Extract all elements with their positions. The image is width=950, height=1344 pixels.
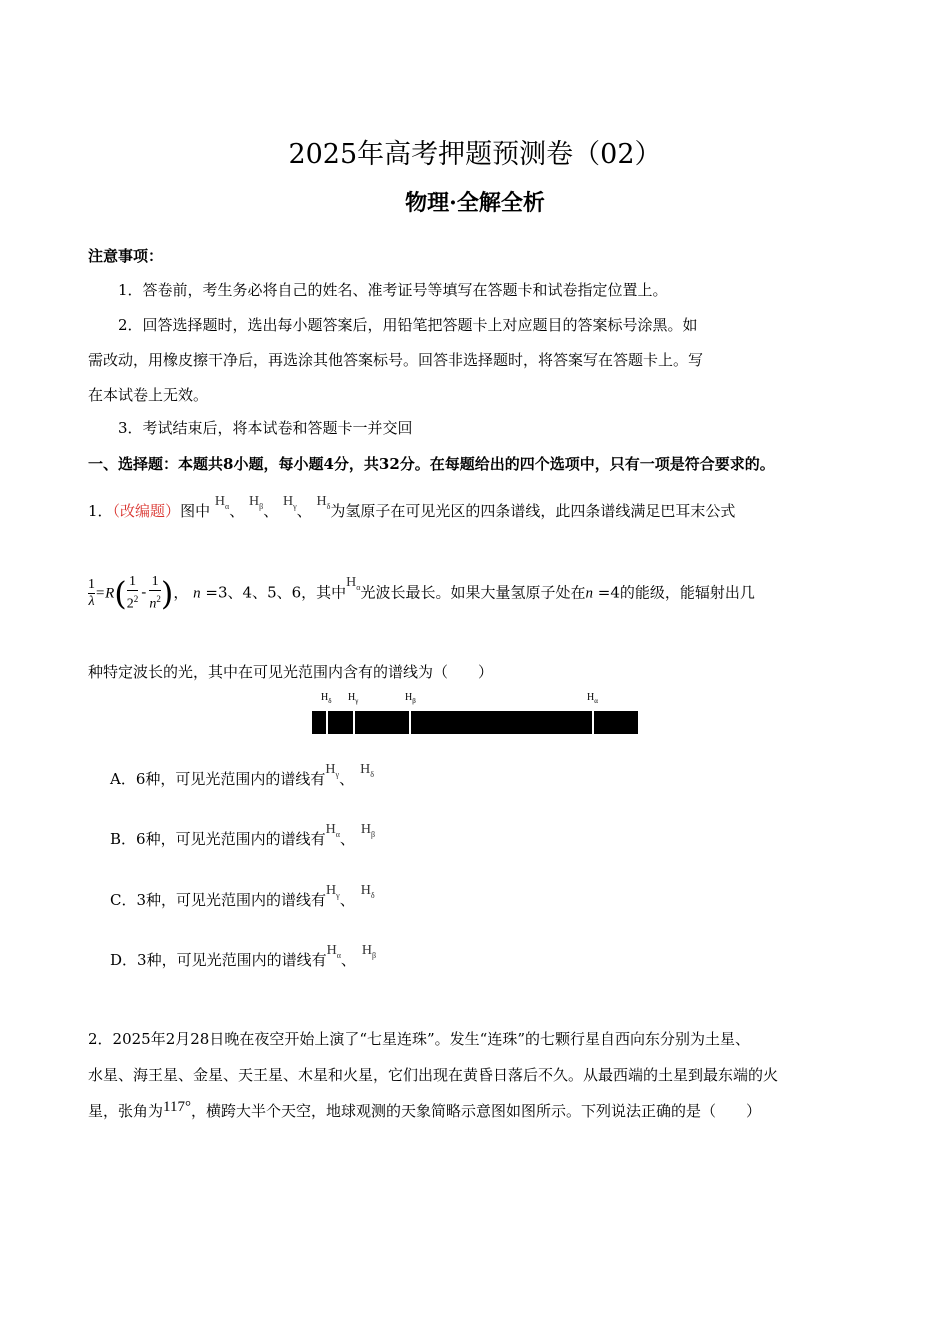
option-c-h1: $H_\gamma$ xyxy=(326,883,340,900)
q1-text-f: =4的能级，能辐射出几 xyxy=(593,583,755,602)
h-alpha-symbol: $H_\alpha$ xyxy=(214,494,230,511)
formula-frac2: $\frac{1}{n^2}$ xyxy=(149,574,161,612)
angle-value: 117° xyxy=(163,1099,191,1115)
q1-text-e: 光波长最长。如果大量氢原子处在 xyxy=(360,583,586,602)
q1-text-b: 为氢原子在可见光区的四条谱线，此四条谱线满足巴耳末公式 xyxy=(330,502,736,520)
q2-line2: 水星、海王星、金星、天王星、木星和火星，它们出现在黄昏日落后不久。从最西端的土星到最东端的火 xyxy=(88,1066,779,1084)
q1-line3: 种特定波长的光，其中在可见光范围内含有的谱线为（ ） xyxy=(88,663,494,681)
q2-line1: 2．2025年2月28日晚在夜空开始上演了“七星连珠”。发生“连珠”的七颗行星自西向东分别为土星、 xyxy=(88,1030,751,1048)
formula-lhs: $\frac{1}{\lambda}$ xyxy=(88,576,95,609)
spectrum-label-alpha: $H_\alpha$ xyxy=(587,692,598,705)
option-d-h2: $H_\beta$ xyxy=(361,943,377,960)
q1-line1 xyxy=(88,494,736,527)
h-alpha-symbol: $H_\alpha$ xyxy=(346,575,361,593)
spectrum-label-gamma: $H_\gamma$ xyxy=(348,692,359,705)
page-subtitle: 物理·全解全析 xyxy=(405,190,545,216)
spectrum-label-delta: $H_\delta$ xyxy=(321,692,332,705)
spectrum-line-beta xyxy=(409,711,411,734)
separator: 、 xyxy=(296,502,312,520)
h-beta-symbol: $H_\beta$ xyxy=(248,494,264,511)
q1-text-d: =3、4、5、6，其中 xyxy=(200,583,347,602)
option-a-h1: $H_\gamma$ xyxy=(325,762,340,779)
q2-line3: 星，张角为117°，横跨大半个天空，地球观测的天象简略示意图如图所示。下列说法正确的是（ ） xyxy=(88,1099,761,1120)
notice-heading: 注意事项： xyxy=(88,247,164,265)
option-b[interactable]: B．6种，可见光范围内的谱线有$H_\alpha$、$H_\beta$ xyxy=(110,822,376,848)
n-variable: n xyxy=(585,585,593,602)
spectrum-line-gamma xyxy=(353,711,355,734)
option-a-h2: $H_\delta$ xyxy=(360,762,374,779)
formula-eq: =R xyxy=(95,585,115,602)
notice-item-2-line3: 在本试卷上无效。 xyxy=(88,386,209,404)
notice-item-2-line2: 需改动，用橡皮擦干净后，再选涂其他答案标号。回答非选择题时，将答案写在答题卡上。写 xyxy=(88,351,704,369)
hydrogen-spectrum xyxy=(312,711,638,734)
option-b-h2: $H_\beta$ xyxy=(360,822,376,839)
h-delta-symbol: $H_\delta$ xyxy=(316,494,331,511)
formula-minus: - xyxy=(141,583,147,602)
spectrum-label-beta: $H_\beta$ xyxy=(405,692,416,705)
option-d-h1: $H_\alpha$ xyxy=(326,943,341,960)
formula-frac1: $\frac{1}{2^2}$ xyxy=(126,574,139,612)
option-d[interactable]: D．3种，可见光范围内的谱线有$H_\alpha$、$H_\beta$ xyxy=(110,943,377,969)
formula-paren-left: ( xyxy=(114,574,127,613)
spectrum-line-delta xyxy=(326,711,328,734)
option-c-h2: $H_\delta$ xyxy=(360,883,375,900)
notice-item-3: 3．考试结束后，将本试卷和答题卡一并交回 xyxy=(118,419,413,437)
q1-number: 1． xyxy=(88,502,113,520)
notice-item-1: 1．答卷前，考生务必将自己的姓名、准考证号等填写在答题卡和试卷指定位置上。 xyxy=(118,281,668,299)
q1-line2 xyxy=(88,574,755,613)
separator: 、 xyxy=(263,502,279,520)
notice-item-2-line1: 2．回答选择题时，选出每小题答案后，用铅笔把答题卡上对应题目的答案标号涂黑。如 xyxy=(118,316,698,334)
section-heading: 一、选择题：本题共8小题，每小题4分，共32分。在每题给出的四个选项中，只有一项是符合要求的。 xyxy=(88,455,775,473)
q1-text-a: 图中 xyxy=(180,502,211,520)
n-variable: n xyxy=(193,585,201,602)
q1-text-c: ， xyxy=(173,583,189,602)
option-b-h1: $H_\alpha$ xyxy=(325,822,340,839)
option-a[interactable]: A．6种，可见光范围内的谱线有$H_\gamma$、$H_\delta$ xyxy=(110,762,374,788)
spectrum-line-alpha xyxy=(592,711,594,734)
option-c[interactable]: C．3种，可见光范围内的谱线有$H_\gamma$、$H_\delta$ xyxy=(110,883,375,909)
q1-tag: （改编题） xyxy=(112,502,181,520)
separator: 、 xyxy=(229,502,245,520)
h-gamma-symbol: $H_\gamma$ xyxy=(282,494,297,511)
page-title: 2025年高考押题预测卷（02） xyxy=(288,139,662,170)
formula-paren-right: ) xyxy=(160,574,174,613)
